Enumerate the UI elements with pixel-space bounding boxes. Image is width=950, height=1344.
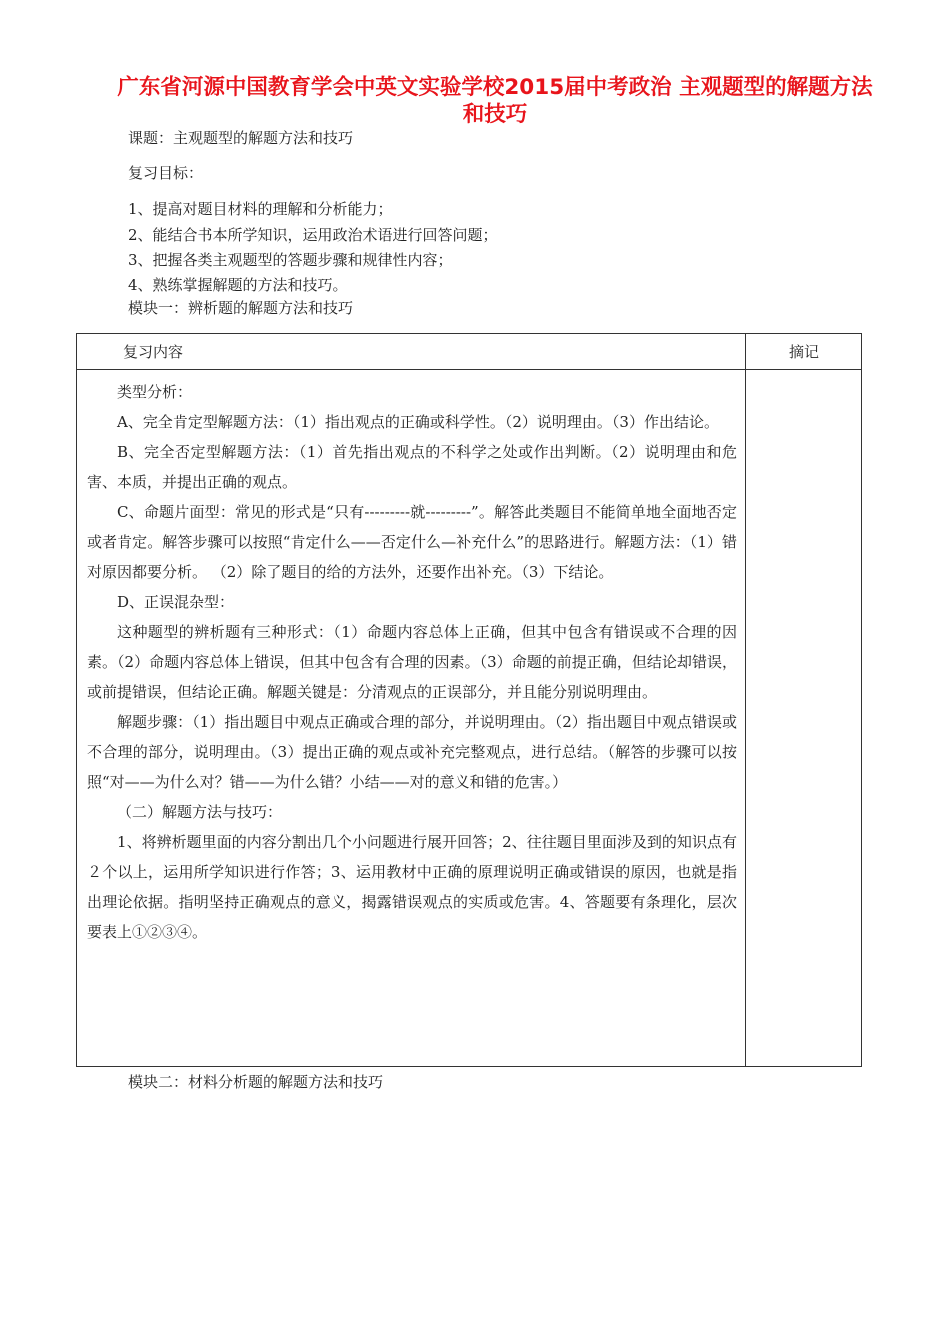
paragraph: 1、将辨析题里面的内容分割出几个小问题进行展开回答；2、往往题目里面涉及到的知识点有２个以上，运用所学知识进行作答；3、运用教材中正确的原理说明正确或错误的原因，也就是指出理论依据。指明坚持正确观点的意义，揭露错误观点的实质或危害。4、答题要有条理化，层次要表上①②③④。	[87, 833, 737, 941]
document-title: 广东省河源中国教育学会中英文实验学校2015届中考政治 主观题型的解题方法和技巧	[117, 75, 873, 127]
goal-item: 2、能结合书本所学知识，运用政治术语进行回答问题；	[128, 226, 498, 244]
paragraph: A、完全肯定型解题方法：（1）指出观点的正确或科学性。（2）说明理由。（3）作出结论。	[117, 413, 719, 431]
module-two-heading: 模块二：材料分析题的解题方法和技巧	[128, 1073, 384, 1091]
review-table	[76, 333, 862, 1067]
column-divider	[745, 334, 746, 1066]
paragraph: 解题步骤：（1）指出题目中观点正确或合理的部分，并说明理由。（2）指出题目中观点错误或不合理的部分，说明理由。（3）提出正确的观点或补充完整观点，进行总结。（解答的步骤可以按照“对——为什么对？错——为什么错？小结——对的意义和错的危害。）	[87, 713, 737, 791]
paragraph: （二）解题方法与技巧：	[117, 803, 283, 821]
topic-line: 课题：主观题型的解题方法和技巧	[128, 129, 354, 147]
module-one-heading: 模块一：辨析题的解题方法和技巧	[128, 299, 354, 317]
goals-heading: 复习目标：	[128, 164, 204, 182]
goal-item: 4、熟练掌握解题的方法和技巧。	[128, 276, 348, 294]
paragraph: C、命题片面型：常见的形式是“只有---------就---------”。解答此类题目不能简单地全面地否定或者肯定。解答步骤可以按照“肯定什么——否定什么—补充什么”的思路进行。解题方法：（1）错对原因都要分析。 （2）除了题目的给的方法外，还要作出补充。（3）下结论。	[87, 503, 737, 581]
review-content-cell	[87, 377, 737, 947]
paragraph: D、正误混杂型：	[117, 593, 235, 611]
goal-item: 3、把握各类主观题型的答题步骤和规律性内容；	[128, 251, 453, 269]
paragraph: 类型分析：	[117, 383, 193, 401]
header-notes: 摘记	[789, 343, 820, 361]
header-review-content: 复习内容	[123, 343, 184, 361]
goal-item: 1、提高对题目材料的理解和分析能力；	[128, 200, 393, 218]
paragraph: 这种题型的辨析题有三种形式：（1）命题内容总体上正确，但其中包含有错误或不合理的因素。（2）命题内容总体上错误，但其中包含有合理的因素。（3）命题的前提正确，但结论却错误，或前提错误，但结论正确。解题关键是：分清观点的正误部分，并且能分别说明理由。	[87, 623, 737, 701]
header-divider	[77, 369, 861, 370]
paragraph: B、完全否定型解题方法：（1）首先指出观点的不科学之处或作出判断。（2）说明理由和危害、本质，并提出正确的观点。	[87, 443, 737, 491]
